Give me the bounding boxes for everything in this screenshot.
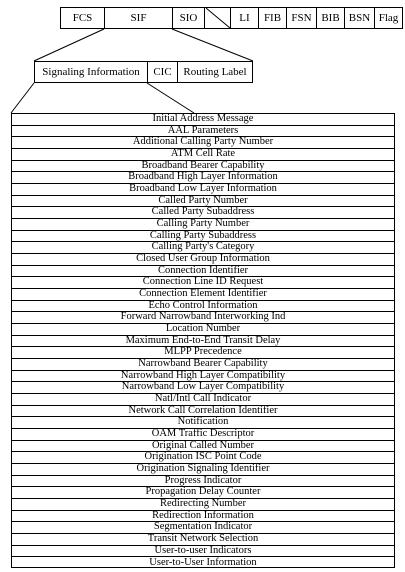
parameter-item: Propagation Delay Counter	[12, 487, 394, 499]
parameter-item: Calling Party's Category	[12, 242, 394, 254]
parameter-item: Location Number	[12, 324, 394, 336]
spare-slash-icon	[206, 8, 230, 28]
parameter-item: Initial Address Message	[12, 114, 394, 126]
field-signaling-information	[34, 61, 147, 83]
parameter-item: Broadband High Layer Information	[12, 172, 394, 184]
parameter-item: Connection Element Identifier	[12, 289, 394, 301]
parameter-item: Forward Narrowband Interworking Ind	[12, 312, 394, 324]
field-flag	[374, 7, 403, 29]
parameter-item: Calling Party Subaddress	[12, 231, 394, 243]
parameter-item: Calling Party Number	[12, 219, 394, 231]
field-li	[230, 7, 258, 29]
parameter-item: Transit Network Selection	[12, 534, 394, 546]
parameter-item: Broadband Bearer Capability	[12, 161, 394, 173]
sif-left-connector	[34, 29, 104, 61]
field-fib-label: FIB	[263, 11, 282, 24]
parameter-item: User-to-user Indicators	[12, 546, 394, 558]
parameter-item: Connection Line ID Request	[12, 277, 394, 289]
field-bib	[316, 7, 344, 29]
field-bsn	[344, 7, 374, 29]
parameter-item: Connection Identifier	[12, 266, 394, 278]
field-bsn-label: BSN	[348, 11, 371, 24]
parameter-item: Redirecting Number	[12, 499, 394, 511]
field-fib	[258, 7, 286, 29]
parameter-item: Closed User Group Information	[12, 254, 394, 266]
field-cic	[147, 61, 177, 83]
parameter-item: User-to-User Information	[149, 557, 257, 568]
field-fsn	[286, 7, 316, 29]
field-sio-label: SIO	[179, 11, 198, 24]
parameter-item: Redirection Information	[12, 511, 394, 523]
parameter-item: ATM Cell Rate	[12, 149, 394, 161]
field-flag-label: Flag	[378, 11, 399, 24]
parameter-list	[11, 113, 395, 568]
parameter-item: Narrowband High Layer Compatibility	[12, 371, 394, 383]
parameter-item: Natl/Intl Call Indicator	[12, 394, 394, 406]
field-sio	[172, 7, 204, 29]
parameter-item: Narrowband Low Layer Compatibility	[12, 382, 394, 394]
field-fcs	[60, 7, 104, 29]
field-bib-label: BIB	[321, 11, 340, 24]
parameter-item: Origination ISC Point Code	[12, 452, 394, 464]
parameter-item: Segmentation Indicator	[12, 522, 394, 534]
parameter-item: Notification	[12, 417, 394, 429]
parameter-item: Maximum End-to-End Transit Delay	[12, 336, 394, 348]
parameter-item: Called Party Subaddress	[12, 207, 394, 219]
field-fsn-label: FSN	[291, 11, 312, 24]
field-li-label: LI	[239, 11, 250, 24]
sif-right-connector	[172, 29, 253, 61]
parameter-item: Echo Control Information	[12, 301, 394, 313]
field-sif-label: SIF	[130, 11, 147, 24]
field-fcs-label: FCS	[72, 11, 93, 24]
parameter-item: AAL Parameters	[12, 126, 394, 138]
parameter-item: Broadband Low Layer Information	[12, 184, 394, 196]
info-right-connector	[147, 83, 194, 113]
parameter-item: OAM Traffic Descriptor	[12, 429, 394, 441]
field-spare	[204, 7, 230, 29]
parameter-item: Additional Calling Party Number	[12, 137, 394, 149]
field-routing-label-label: Routing Label	[183, 65, 247, 78]
field-routing-label	[177, 61, 253, 83]
field-signaling-information-label: Signaling Information	[42, 65, 140, 78]
parameter-item: Origination Signaling Identifier	[12, 464, 394, 476]
parameter-item: Network Call Correlation Identifier	[12, 406, 394, 418]
field-sif	[104, 7, 172, 29]
parameter-item: Progress Indicator	[12, 476, 394, 488]
parameter-item: Original Called Number	[12, 441, 394, 453]
parameter-item: Narrowband Bearer Capability	[12, 359, 394, 371]
parameter-item: Called Party Number	[12, 196, 394, 208]
parameter-item: MLPP Precedence	[12, 347, 394, 359]
info-left-connector	[11, 83, 34, 113]
field-cic-label: CIC	[153, 65, 172, 78]
